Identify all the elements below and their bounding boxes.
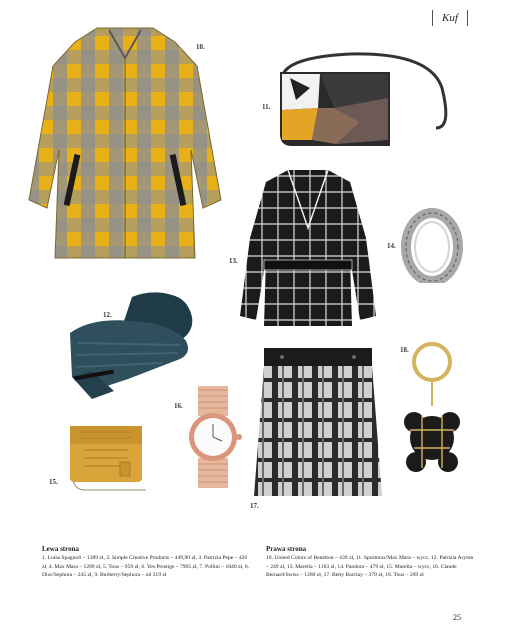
- item-number: 17.: [250, 502, 259, 510]
- mustard-crossbody-bag-image: [66, 410, 164, 494]
- credits-right: [266, 545, 476, 580]
- silver-ring-image: [400, 205, 464, 283]
- credits-right-text: 10. United Colors of Benetton – 439 zł, 11. Sportmax/Max Mara – wycc, 12. Patrizia Aryton – 249 zł, 13. Marella – 1183 zł, 14. Pandora – 479 zł, 15. Marella – wycc, 16. Claude Bernard/Swiss – 1280 zł, 17. Betty Barclay – 379 zł, 18. Tous – 269 zł: [266, 555, 474, 579]
- page-number: 25: [453, 613, 461, 622]
- leather-gloves-image: [62, 287, 202, 405]
- item-number: 15.: [49, 478, 58, 486]
- item-number: 10.: [196, 43, 205, 51]
- item-number: 11.: [262, 103, 271, 111]
- patchwork-bag-image: [260, 48, 470, 153]
- plaid-skirt-image: [252, 346, 384, 498]
- magazine-logo: Kuf: [432, 10, 468, 26]
- item-number: 13.: [229, 257, 238, 265]
- item-number: 18.: [400, 346, 409, 354]
- plaid-coat-image: [25, 22, 225, 262]
- item-number: 12.: [103, 311, 112, 319]
- item-number: 16.: [174, 402, 183, 410]
- item-number: 14.: [387, 242, 396, 250]
- credits-right-title: Prawa strona: [266, 545, 307, 553]
- credits-left: [42, 545, 254, 580]
- credits-left-text: 1. Luisa Spagnoli – 1389 zł, 2. Simple Creative Products – 449,90 zł, 3. Patrizia Pepe – 420 zł, 4. Max Mara – 1289 zł, 5. Tous – 959 zł, 6. Yes Prestige – 7995 zł, 7. Pollini – 1840 zł, 8. Dior/Sephora – 245 zł, 9. Burberry/Sephora – od 319 zł: [42, 555, 250, 579]
- credits-left-title: Lewa strona: [42, 545, 80, 553]
- plaid-jacket-image: [238, 168, 378, 328]
- rose-gold-watch-image: [182, 384, 246, 490]
- bear-keyring-image: [400, 340, 464, 490]
